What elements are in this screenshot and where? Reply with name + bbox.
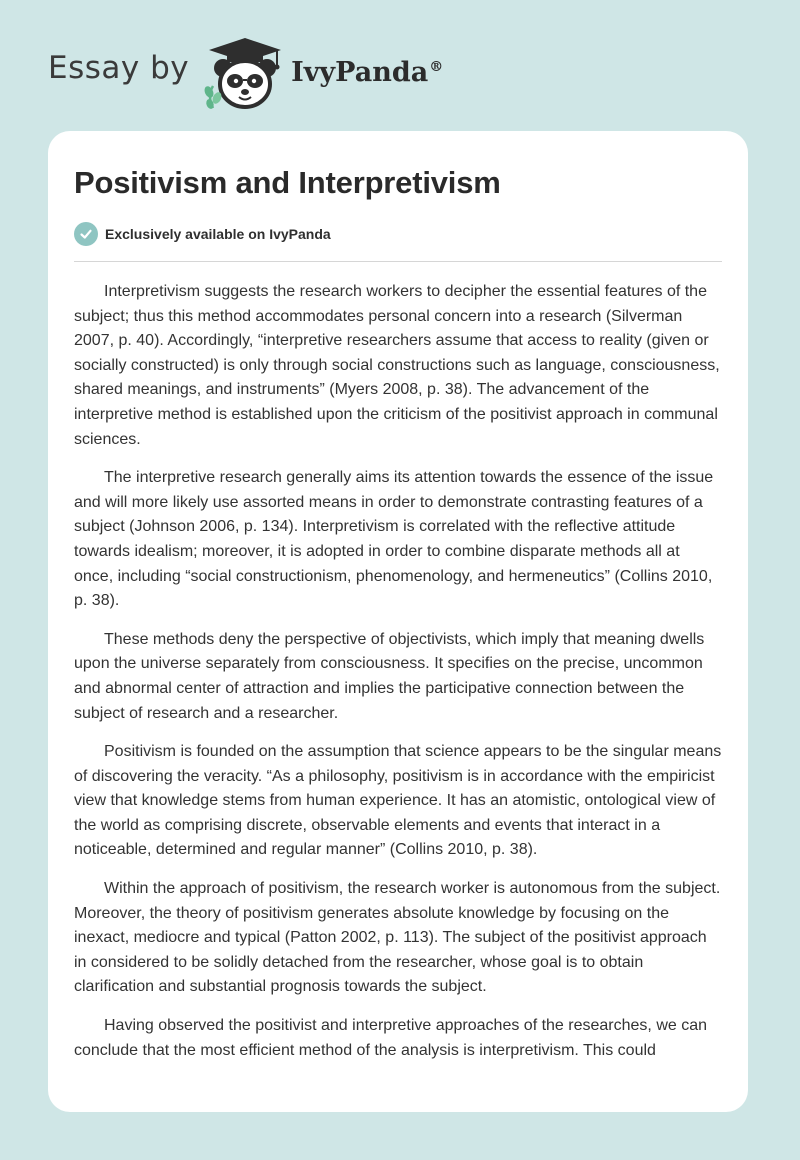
essay-body — [74, 280, 722, 1063]
page-title: Positivism and Interpretivism — [74, 165, 501, 200]
paragraph: Within the approach of positivism, the research worker is autonomous from the subject. Moreover, the theory of positivism generates absolute knowledge by focusing on the inexact, mediocre and typical (Patton 2002, p. 113). The subject of the positivist approach in considered to be solidly detached from the researcher, whose goal is to obtain clarification and substantial prognosis towards the subject. — [74, 880, 721, 996]
registered-mark: ® — [429, 58, 444, 75]
panda-logo-icon — [203, 36, 287, 112]
paragraph: Interpretivism suggests the research workers to decipher the essential features of the subject; thus this method accommodates personal concern into a research (Silverman 2007, p. 40). Accordingly, “interpretive researchers assume that access to reality (given or socially constructed) is only through social constructions such as language, consciousness, shared meanings, and instruments” (Myers 2008, p. 38). The advancement of the interpretive method is established upon the criticism of the positivist approach in communal sciences. — [74, 283, 720, 448]
brand-prefix: Essay by — [48, 50, 190, 86]
paragraph: These methods deny the perspective of objectivists, which imply that meaning dwells upon the universe separately from consciousness. It specifies on the precise, uncommon and abnormal center of attraction and implies the participative connection between the subject of research and a researcher. — [74, 630, 705, 722]
exclusive-badge — [74, 221, 722, 247]
paragraph: The interpretive research generally aims its attention towards the essence of the issue and will more likely use assorted means in order to demonstrate contrasting features of a subject (Johnson 2006, p. 134). Interpretivism is correlated with the reflective attitude towards idealism; moreover, it is adopted in order to combine disparate methods all at once, including “social constructionism, phenomenology, and hermeneutics” (Collins 2010, p. 38). — [74, 469, 714, 610]
paragraph: Positivism is founded on the assumption that science appears to be the singular means of discovering the veracity. “As a philosophy, positivism is in accordance with the empiricist view that knowledge stems from human experience. It has an atomistic, ontological view of the world as comprising discrete, observable elements and events that interact in a noticeable, determined and regular manner” (Collins 2010, p. 38). — [74, 743, 722, 859]
check-icon — [74, 222, 98, 246]
essay-card — [48, 131, 748, 1112]
divider — [74, 261, 722, 262]
brand-name-text: IvyPanda — [291, 56, 429, 88]
badge-text: Exclusively available on IvyPanda — [105, 226, 331, 242]
brand-header[interactable] — [48, 34, 443, 114]
paragraph: Having observed the positivist and interpretive approaches of the researches, we can conclude that the most efficient method of the analysis is interpretivism. This could — [74, 1017, 708, 1059]
brand-name — [291, 57, 443, 88]
